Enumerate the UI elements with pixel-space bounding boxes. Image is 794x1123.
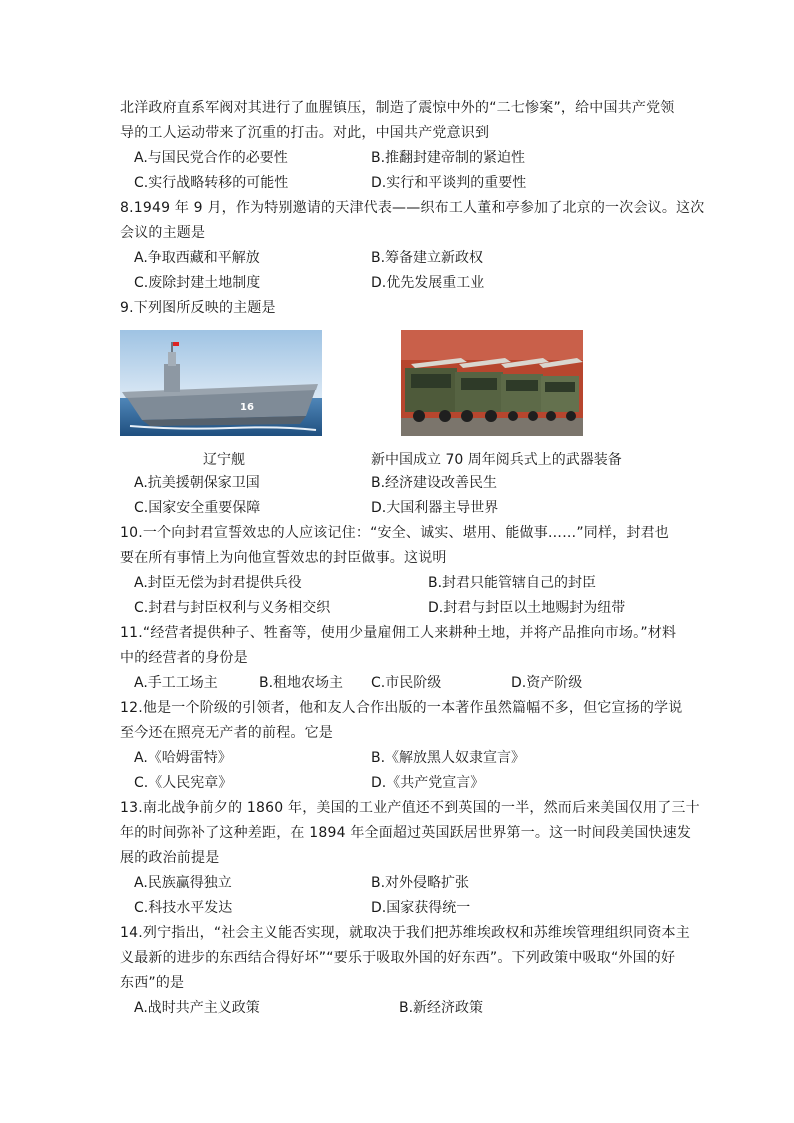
q14-line-3: 东西”的是 bbox=[120, 975, 185, 991]
q11-option-a[interactable]: A.手工工场主 bbox=[134, 675, 218, 691]
q12-line-2: 至今还在照亮无产者的前程。它是 bbox=[120, 725, 333, 741]
q11-line-2: 中的经营者的身份是 bbox=[120, 650, 248, 666]
vehicles-illustration bbox=[401, 330, 583, 436]
q11-option-b[interactable]: B.租地农场主 bbox=[259, 675, 344, 691]
q13-line-3: 展的政治前提是 bbox=[120, 850, 220, 866]
q7-option-a[interactable]: A.与国民党合作的必要性 bbox=[134, 150, 288, 166]
aircraft-carrier-photo bbox=[120, 330, 322, 436]
q14-line-2: 义最新的进步的东西结合得好坏”“要乐于吸取外国的好东西”。下列政策中吸取“外国的好 bbox=[120, 950, 676, 966]
q10-line-2: 要在所有事情上为向他宣誓效忠的封臣做事。这说明 bbox=[120, 550, 447, 566]
q13-line-1: 13.南北战争前夕的 1860 年，美国的工业产值还不到英国的一半，然而后来美国仅用了三十 bbox=[120, 800, 700, 816]
q8-line-2: 会议的主题是 bbox=[120, 225, 206, 241]
q12-line-1: 12.他是一个阶级的引领者，他和友人合作出版的一本著作虽然篇幅不多，但它宣扬的学说 bbox=[120, 700, 683, 716]
parade-vehicles-photo bbox=[401, 330, 583, 436]
q14-option-a[interactable]: A.战时共产主义政策 bbox=[134, 1000, 260, 1016]
carrier-illustration bbox=[120, 330, 322, 436]
svg-text:16: 16 bbox=[240, 402, 254, 413]
q8-option-d[interactable]: D.优先发展重工业 bbox=[371, 275, 485, 291]
q11-option-c[interactable]: C.市民阶级 bbox=[371, 675, 442, 691]
q7-option-c[interactable]: C.实行战略转移的可能性 bbox=[134, 175, 289, 191]
q10-line-1: 10.一个向封君宣誓效忠的人应该记住：“安全、诚实、堪用、能做事……”同样，封君也 bbox=[120, 525, 669, 541]
q12-option-b[interactable]: B.《解放黑人奴隶宣言》 bbox=[371, 750, 526, 766]
q13-option-b[interactable]: B.对外侵略扩张 bbox=[371, 875, 470, 891]
q9-option-a[interactable]: A.抗美援朝保家卫国 bbox=[134, 475, 260, 491]
q13-option-a[interactable]: A.民族赢得独立 bbox=[134, 875, 232, 891]
q9-line-1: 9.下列图所反映的主题是 bbox=[120, 300, 276, 316]
q7-option-d[interactable]: D.实行和平谈判的重要性 bbox=[371, 175, 527, 191]
q8-line-1: 8.1949 年 9 月，作为特别邀请的天津代表——织布工人董和亭参加了北京的一次会议。这次 bbox=[120, 200, 705, 216]
q10-option-d[interactable]: D.封君与封臣以土地赐封为纽带 bbox=[428, 600, 626, 616]
q10-option-a[interactable]: A.封臣无偿为封君提供兵役 bbox=[134, 575, 302, 591]
q12-option-c[interactable]: C.《人民宪章》 bbox=[134, 775, 233, 791]
q7-option-b[interactable]: B.推翻封建帝制的紧迫性 bbox=[371, 150, 526, 166]
q8-option-c[interactable]: C.废除封建土地制度 bbox=[134, 275, 261, 291]
q12-option-a[interactable]: A.《哈姆雷特》 bbox=[134, 750, 232, 766]
q14-line-1: 14.列宁指出，“社会主义能否实现，就取决于我们把苏维埃政权和苏维埃管理组织同资本主 bbox=[120, 925, 690, 941]
q14-option-b[interactable]: B.新经济政策 bbox=[399, 1000, 484, 1016]
q11-line-1: 11.“经营者提供种子、牲畜等，使用少量雇佣工人来耕种土地，并将产品推向市场。”材料 bbox=[120, 625, 677, 641]
q7-line-1: 北洋政府直系军阀对其进行了血腥镇压，制造了震惊中外的“二七惨案”，给中国共产党领 bbox=[120, 100, 675, 116]
q10-option-b[interactable]: B.封君只能管辖自己的封臣 bbox=[428, 575, 597, 591]
q12-option-d[interactable]: D.《共产党宣言》 bbox=[371, 775, 485, 791]
q9-option-c[interactable]: C.国家安全重要保障 bbox=[134, 500, 261, 516]
q8-option-b[interactable]: B.筹备建立新政权 bbox=[371, 250, 484, 266]
q13-option-d[interactable]: D.国家获得统一 bbox=[371, 900, 471, 916]
q10-option-c[interactable]: C.封君与封臣权利与义务相交织 bbox=[134, 600, 331, 616]
q9-option-b[interactable]: B.经济建设改善民生 bbox=[371, 475, 498, 491]
q11-option-d[interactable]: D.资产阶级 bbox=[511, 675, 583, 691]
q9-option-d[interactable]: D.大国利器主导世界 bbox=[371, 500, 499, 516]
q13-option-c[interactable]: C.科技水平发达 bbox=[134, 900, 233, 916]
q9-caption-left: 辽宁舰 bbox=[203, 452, 245, 468]
q7-line-2: 导的工人运动带来了沉重的打击。对此，中国共产党意识到 bbox=[120, 125, 490, 141]
q13-line-2: 年的时间弥补了这种差距，在 1894 年全面超过英国跃居世界第一。这一时间段美国快速发 bbox=[120, 825, 692, 841]
q8-option-a[interactable]: A.争取西藏和平解放 bbox=[134, 250, 260, 266]
q9-caption-right: 新中国成立 70 周年阅兵式上的武器装备 bbox=[371, 452, 622, 468]
